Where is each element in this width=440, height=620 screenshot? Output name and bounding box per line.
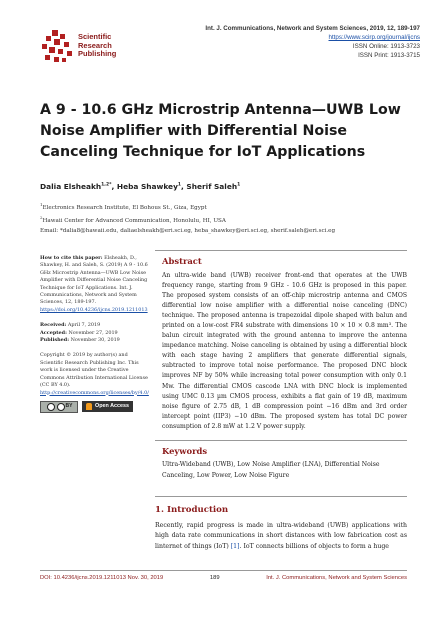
affiliation-mark: 1 bbox=[40, 202, 43, 207]
date-label: Received: bbox=[40, 322, 67, 329]
license-badges bbox=[40, 401, 148, 413]
publisher-logo-icon bbox=[40, 30, 74, 64]
author-name: Heba Shawkey bbox=[116, 182, 178, 191]
affiliations bbox=[40, 200, 400, 237]
journal-citation-line: Int. J. Communications, Network and System Sciences, 2019, 12, 189-197 bbox=[205, 25, 420, 32]
citation-block bbox=[40, 255, 148, 314]
author-affiliation-mark: 1 bbox=[177, 182, 182, 188]
accepted-date bbox=[40, 330, 148, 337]
article-sidebar bbox=[40, 255, 148, 413]
issn-online: ISSN Online: 1913-3723 bbox=[352, 43, 420, 50]
date-label: Published: bbox=[40, 337, 70, 344]
citation-text: Elsheakh, D., Shawkey, H. and Saleh, S. (2019) A 9 - 10.6 GHz Microstrip Antenna—UWB Low Noise Amplifier with Differential Noise Canceling Technique for IoT Applications. Int. J. Communications, Network and System Sciences, 12, 189-197. bbox=[40, 255, 148, 306]
paper-title: A 9 - 10.6 GHz Microstrip Antenna—UWB Low Noise Amplifier with Differential Noise Canceling Technique for IoT Applications bbox=[40, 102, 401, 160]
author-emails: Email: *dalia8@hawaii.edu, daliaelsheakh@eri.sci.eg, heba_shawkey@eri.sci.eg, sherif.saleh@eri.sci.eg bbox=[40, 227, 336, 234]
section-divider bbox=[155, 250, 407, 251]
footer-divider bbox=[40, 570, 407, 571]
introduction-text-part: Recently, rapid progress is made in ultra-wideband (UWB) applications with high data rate communications in short distances with low fabrication cost as linternet of things (IoT) bbox=[155, 522, 407, 550]
issn-print: ISSN Print: 1913-3715 bbox=[358, 52, 420, 59]
by-person-icon bbox=[57, 403, 65, 411]
keywords-heading: Keywords bbox=[162, 446, 208, 456]
publisher-name-line: Research bbox=[78, 40, 112, 50]
publisher-name-line: Publishing bbox=[78, 49, 117, 59]
footer-doi: DOI: 10.4236/ijcns.2019.1211013 Nov. 30, 2019 bbox=[40, 575, 164, 581]
journal-info bbox=[160, 24, 420, 60]
author-affiliation-mark: 1,2* bbox=[101, 182, 112, 188]
abstract-text: An ultra-wide band (UWB) receiver front-end that operates at the UWB frequency range, starting from 9 GHz - 10.6 GHz is proposed in this paper. The proposed system consists of an off-chip microstrip antenna and CMOS differential low noise amplifier with a differential noise canceling (DNC) technique. The proposed antenna is trapezoidal dipole shaped with balun and printed on a low-cost FR4 substrate with dimensions 10 × 10 × 0.8 mm³. The balun circuit integrated with the ground antenna to improve the antenna impedance matching. Noise canceling is obtained by using a differential block with each stage having 2 amplifiers that generate differential signals, subtracted to improve total noise performance. The proposed DNC block improves NF by 50% while increasing total power consumption with only 0.1 Mw. The differential CMOS cascode LNA with DNC block is implemented using UMC 0.13 µm CMOS process, exhibits a flat gain of 19 dB, maximum noise figure of 2.75 dB, 1 dB compression point −16 dBm and 3rd order intercept point (IIP3) −10 dBm. The proposed system has total DC power consumption of 2.8 mW at 1.2 V power supply. bbox=[162, 272, 407, 430]
introduction-text-part: . IoT connects billions of objects to form a huge bbox=[239, 542, 389, 550]
section-divider bbox=[155, 496, 407, 497]
date-value: November 27, 2019 bbox=[68, 329, 118, 336]
page-number: 189 bbox=[209, 575, 220, 581]
open-access-label: Open Access bbox=[95, 403, 129, 410]
received-date bbox=[40, 322, 148, 329]
citation-link[interactable]: [1] bbox=[230, 542, 240, 550]
date-value: November 30, 2019 bbox=[70, 337, 120, 344]
license-link[interactable]: http://creativecommons.org/licenses/by/4.0/ bbox=[40, 389, 149, 396]
affiliation-line bbox=[40, 213, 400, 226]
introduction-text bbox=[155, 521, 407, 552]
footer-journal: Int. J. Communications, Network and System Sciences bbox=[266, 575, 407, 581]
keywords-text: Ultra-Wideband (UWB), Low Noise Amplifier (LNA), Differential Noise Canceling, Low Power, Low Noise Figure bbox=[162, 461, 380, 479]
cc-icon bbox=[47, 403, 55, 411]
copyright-notice bbox=[40, 352, 148, 396]
author-name: Sherif Saleh bbox=[186, 182, 238, 191]
copyright-text: Copyright © 2019 by author(s) and Scientific Research Publishing Inc. This work is licensed under the Creative Commons Attribution International License (CC BY 4.0). bbox=[40, 352, 148, 389]
author-list: Dalia Elsheakh$^{1,2*}$, Heba Shawkey$^1$, Sherif Saleh$^1$ bbox=[40, 182, 241, 191]
citation-label: How to cite this paper: bbox=[40, 255, 103, 261]
affiliation-line bbox=[40, 200, 400, 213]
affiliation-text: Electronics Research Institute, El Bohous St., Giza, Egypt bbox=[42, 204, 207, 211]
page-footer bbox=[40, 575, 407, 581]
cc-by-label: BY bbox=[65, 403, 73, 410]
publisher-name bbox=[78, 33, 116, 59]
open-lock-icon bbox=[86, 403, 92, 410]
affiliation-mark: 2 bbox=[40, 215, 43, 221]
open-access-badge[interactable] bbox=[82, 401, 133, 412]
introduction-heading: 1. Introduction bbox=[155, 505, 229, 515]
doi-link[interactable]: https://doi.org/10.4236/ijcns.2019.1211013 bbox=[40, 306, 148, 313]
section-divider bbox=[155, 440, 407, 441]
date-value: April 7, 2019 bbox=[67, 322, 101, 329]
article-dates bbox=[40, 322, 148, 344]
abstract-heading: Abstract bbox=[162, 256, 202, 266]
published-date bbox=[40, 337, 148, 344]
affiliation-text: Hawaii Center for Advanced Communication, Honolulu, HI, USA bbox=[42, 218, 226, 225]
cc-by-badge[interactable] bbox=[40, 401, 78, 413]
publisher-name-line: Scientific bbox=[78, 32, 112, 41]
date-label: Accepted: bbox=[40, 329, 67, 336]
author-name: Dalia Elsheakh bbox=[40, 182, 102, 191]
journal-url-link[interactable]: https://www.scirp.org/journal/ijcns bbox=[328, 34, 420, 41]
author-affiliation-mark: 1 bbox=[237, 182, 241, 188]
